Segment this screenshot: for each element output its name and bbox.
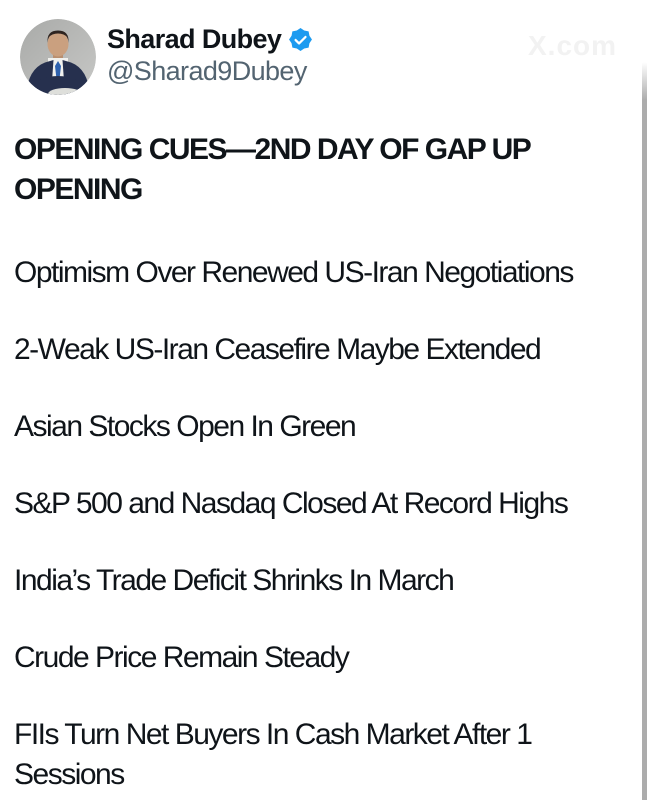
tweet-line: 2-Weak US-Iran Ceasefire Maybe Extended: [14, 333, 541, 366]
tweet-line: India’s Trade Deficit Shrinks In March: [14, 564, 454, 597]
verified-badge-icon: [288, 27, 313, 52]
scrollbar-track: [642, 0, 647, 800]
display-name[interactable]: Sharad Dubey: [107, 24, 282, 54]
name-block: [107, 19, 313, 86]
watermark: X.com: [528, 30, 618, 61]
scrollbar-thumb[interactable]: [642, 62, 647, 800]
tweet-line: Asian Stocks Open In Green: [14, 410, 356, 443]
tweet-line: Optimism Over Renewed US-Iran Negotiations: [14, 256, 573, 289]
tweet-body: [0, 130, 651, 795]
tweet-line: Crude Price Remain Steady: [14, 641, 349, 674]
user-handle[interactable]: @Sharad9Dubey: [107, 56, 307, 86]
tweet-headline: OPENING CUES—2ND DAY OF GAP UP OPENING: [14, 133, 530, 206]
profile-photo-icon: [20, 19, 96, 95]
tweet-line: FIIs Turn Net Buyers In Cash Market After 1 Sessions: [14, 718, 532, 791]
avatar[interactable]: [20, 19, 96, 95]
tweet-line: S&P 500 and Nasdaq Closed At Record Highs: [14, 487, 568, 520]
